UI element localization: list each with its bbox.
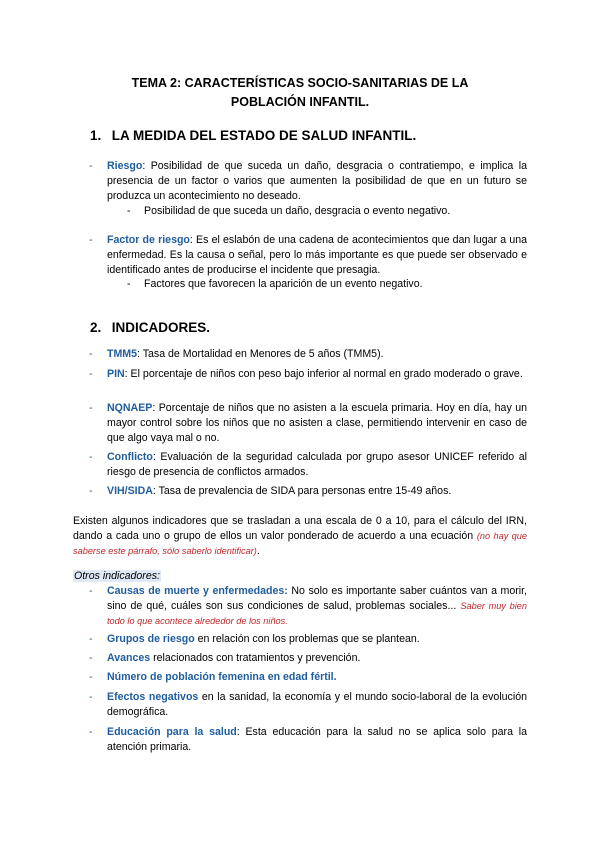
definition-text: : Es el eslabón de una cadena de acontecimientos que dan lugar a una enfermedad. Es la causa o señal, pero lo más importante es que puede ser observado e identificado antes de producirse el incidente que presagia. [107,234,527,276]
bullet-dash: - [89,234,93,246]
term: Causas de muerte y enfermedades: [107,585,288,597]
otros-text: relacionados con tratamientos y prevención. [150,652,361,664]
indicator-item [90,484,527,499]
bullet-dash: - [89,585,93,597]
indicator-item [90,450,527,480]
bullet-dash: - [127,205,131,217]
section-heading-2 [90,320,210,335]
term: Educación para la salud [107,726,237,738]
sub-item-riesgo [127,204,527,219]
term: PIN [107,368,125,380]
sub-item-text: Factores que favorecen la aparición de un evento negativo. [144,278,423,290]
term: Factor de riesgo [107,234,190,246]
indicator-text: : Tasa de prevalencia de SIDA para personas entre 15-49 años. [152,485,452,497]
section-number: 1. [90,128,102,143]
bullet-dash: - [89,485,93,497]
title-line-2: POBLACIÓN INFANTIL. [230,95,370,109]
otros-item [90,690,527,720]
irn-end: . [256,545,260,557]
otros-note: Saber muy bien todo lo que acontece alrededor de los niños. [107,600,527,626]
sub-item-factor [127,277,527,292]
bullet-dash: - [89,348,93,360]
title-line-1: TEMA 2: CARACTERÍSTICAS SOCIO-SANITARIAS DE LA [131,76,469,90]
otros-text: No solo es importante saber cuántos van a morir, sino de qué, cuáles son sus condiciones de salud, problemas sociales... [107,585,527,612]
term: Avances [107,652,151,664]
otros-text: en la sanidad, la economía y el mundo socio-laboral de la evolución demográfica. [107,691,527,718]
irn-note: (no hay que saberse este párrafo, sólo saberlo identificar) [73,531,527,556]
definition-text: : Posibilidad de que suceda un daño, desgracia o contratiempo, e implica la presencia de un factor o varios que aumenten la posibilidad de que en un futuro se produzca un acontecimiento no deseado. [107,160,527,202]
section-number: 2. [90,320,102,335]
sub-item-text: Posibilidad de que suceda un daño, desgracia o evento negativo. [144,205,451,217]
otros-item [90,670,527,685]
bullet-dash: - [89,402,93,414]
bullet-dash: - [89,652,93,664]
section-label: LA MEDIDA DEL ESTADO DE SALUD INFANTIL. [111,128,417,143]
term: VIH/SIDA [107,485,153,497]
term: NQNAEP [107,402,153,414]
definition-riesgo [90,159,527,203]
otros-item [90,584,527,628]
otros-item [90,651,527,666]
bullet-dash: - [89,633,93,645]
indicator-text: : El porcentaje de niños con peso bajo inferior al normal en grado moderado o grave. [124,368,523,380]
bullet-dash: - [89,451,93,463]
indicator-item [90,347,527,362]
section-heading-1 [90,128,416,143]
bullet-dash: - [89,691,93,703]
term: Grupos de riesgo [107,633,195,645]
term: Conflicto [107,451,153,463]
bullet-dash: - [89,726,93,738]
otros-item [90,632,527,647]
bullet-dash: - [127,278,131,290]
otros-item [90,725,527,755]
term: Efectos negativos [107,691,199,703]
bullet-dash: - [89,368,93,380]
definition-factor-riesgo [90,233,527,277]
indicator-item [90,367,527,382]
otros-text: en relación con los problemas que se plantean. [194,633,420,645]
otros-indicadores-label: Otros indicadores: [74,570,160,582]
irn-text: Existen algunos indicadores que se trasladan a una escala de 0 a 10, para el cálculo del IRN, dando a cada uno o grupo de ellos un valor ponderado de acuerdo a una ecuación [73,515,527,542]
indicator-item [90,401,527,445]
indicator-text: : Evaluación de la seguridad calculada por grupo asesor UNICEF referido al riesgo de presencia de conflictos armados. [107,451,527,478]
term: TMM5 [107,348,138,360]
otros-text: : Esta educación para la salud no se aplica solo para la atención primaria. [107,726,527,753]
irn-paragraph [73,514,527,559]
bullet-dash: - [89,160,93,172]
indicator-text: : Tasa de Mortalidad en Menores de 5 años (TMM5). [137,348,384,360]
term: Número de población femenina en edad fértil. [107,671,337,683]
bullet-dash: - [89,671,93,683]
term: Riesgo [107,160,143,172]
section-label: INDICADORES. [111,320,211,335]
page-title [80,74,520,112]
indicator-text: : Porcentaje de niños que no asisten a la escuela primaria. Hoy en día, hay un mayor control sobre los niños que no asisten a clase, permitiendo intervenir en caso de que algo vaya mal o no. [107,402,527,444]
